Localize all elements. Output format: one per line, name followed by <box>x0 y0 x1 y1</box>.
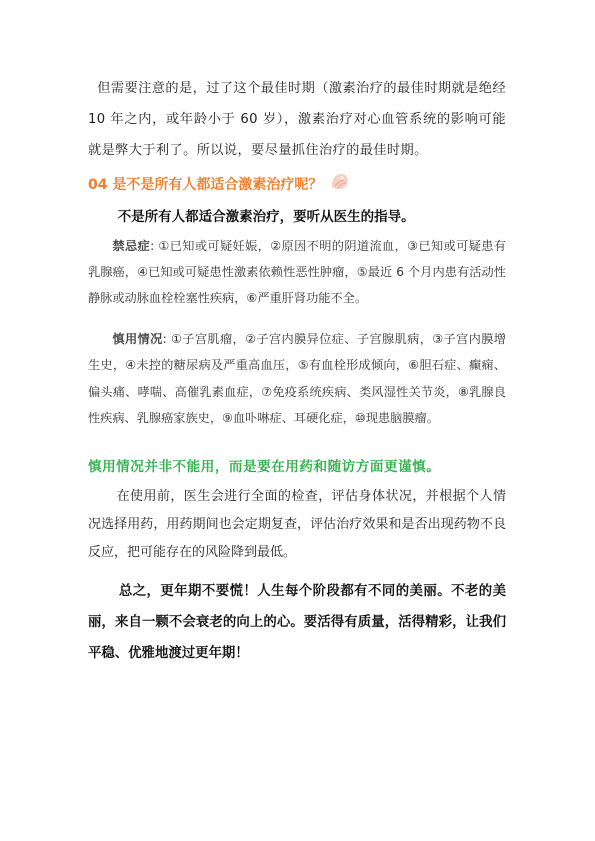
intro-paragraph: 但需要注意的是，过了这个最佳时期（激素治疗的最佳时期就是绝经 10 年之内，或年龄小于 60 岁），激素治疗对心血管系统的影响可能就是弊大于利了。所以说，要尽量抓住治疗的最佳时期。 <box>88 81 506 158</box>
summary-paragraph: 总之，更年期不要慌！人生每个阶段都有不同的美丽。不老的美丽，来自一颗不会衰老的向上的心。要活得有质量，活得精彩，让我们平稳、优雅地渡过更年期！ <box>88 584 506 661</box>
caution-paragraph <box>88 326 506 431</box>
question-sticker-icon <box>329 171 351 193</box>
usage-paragraph: 在使用前，医生会进行全面的检查，评估身体状况，并根据个人情况选择用药，用药期间也会定期复查，评估治疗效果和是否出现药物不良反应，把可能存在的风险降到最低。 <box>88 489 506 560</box>
caution-label: 慎用情况 <box>112 332 163 346</box>
contraindications-text: : ①已知或可疑妊娠，②原因不明的阴道流血，③已知或可疑患有乳腺癌，④已知或可疑患性激素依赖性恶性肿瘤，⑤最近 6 个月内患有活动性静脉或动脉血栓栓塞性疾病，⑥严重肝肾功能不全。 <box>88 239 506 305</box>
section-4-heading <box>88 174 351 196</box>
answer-paragraph: 不是所有人都适合激素治疗，要听从医生的指导。 <box>117 209 415 225</box>
contraindications-label: 禁忌症 <box>112 239 151 253</box>
section-4-heading-text: 04 是不是所有人都适合激素治疗呢？ <box>88 177 323 193</box>
caution-note-heading: 慎用情况并非不能用，而是要在用药和随访方面更谨慎。 <box>88 459 441 475</box>
caution-text: : ①子宫肌瘤，②子宫内膜异位症、子宫腺肌病，③子宫内膜增生史，④未控的糖尿病及严重高血压，⑤有血栓形成倾向，⑥胆石症、癫痫、偏头痛、哮喘、高催乳素血症，⑦免疫系统疾病、类风湿性关节炎，⑧乳腺良性疾病、乳腺癌家族史，⑨血卟啉症、耳硬化症，⑩现患脑膜瘤。 <box>88 332 506 425</box>
contraindications-paragraph <box>88 233 506 311</box>
